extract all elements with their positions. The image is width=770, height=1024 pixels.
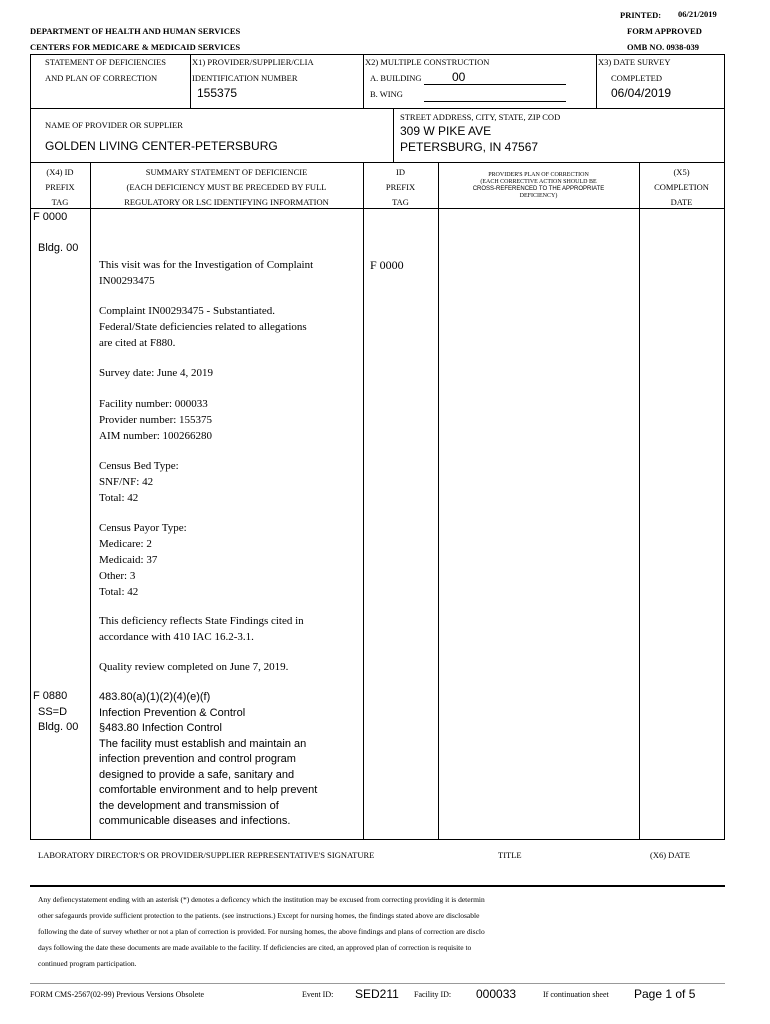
- date-label: (X6) DATE: [650, 850, 690, 860]
- text-line: Infection Prevention & Control: [99, 706, 246, 719]
- text-line: Survey date: June 4, 2019: [99, 367, 213, 379]
- id-header-2: PREFIX: [385, 182, 416, 192]
- text-line: Quality review completed on June 7, 2019.: [99, 661, 289, 673]
- summary-header-2: (EACH DEFICIENCY MUST BE PRECEDED BY FULL: [126, 182, 327, 192]
- x4-header-1: (X4) ID: [46, 167, 74, 177]
- summary-header-3: REGULATORY OR LSC IDENTIFYING INFORMATION: [124, 197, 329, 207]
- address-line-2: PETERSBURG, IN 47567: [400, 140, 539, 154]
- text-line: IN00293475: [99, 275, 155, 287]
- multiple-construction-label: X2) MULTIPLE CONSTRUCTION: [365, 57, 490, 67]
- x4-header-3: TAG: [51, 197, 69, 207]
- text-line: Medicare: 2: [99, 538, 152, 550]
- text-line: are cited at F880.: [99, 337, 176, 349]
- x5-header-3: DATE: [670, 197, 693, 207]
- text-line: Provider number: 155375: [99, 414, 213, 426]
- text-line: infection prevention and control program: [99, 753, 296, 765]
- department-title: DEPARTMENT OF HEALTH AND HUMAN SERVICES: [30, 26, 241, 36]
- tag-f0000: F 0000: [33, 211, 68, 223]
- building-value: 00: [452, 70, 466, 84]
- printed-label: PRINTED:: [620, 10, 662, 20]
- id-header-3: TAG: [392, 197, 409, 207]
- paragraph-census-bed: [99, 458, 349, 506]
- tag-f0880-block: [33, 689, 78, 736]
- event-id-value: SED211: [355, 987, 399, 1001]
- text-line: Facility number: 000033: [99, 398, 208, 410]
- plan-header-1: PROVIDER'S PLAN OF CORRECTION: [488, 172, 589, 178]
- disclaimer-line: other safegaurds provide sufficient protection to the patients. (see instructions.) Except for nursing homes, the findings stated above are disclosable: [38, 911, 480, 920]
- provider-name-label: NAME OF PROVIDER OR SUPPLIER: [45, 120, 183, 130]
- paragraph-complaint: [99, 303, 349, 351]
- text-line: communicable diseases and infections.: [99, 815, 291, 827]
- text-line: AIM number: 100266280: [99, 430, 213, 442]
- signature-label: LABORATORY DIRECTOR'S OR PROVIDER/SUPPLIER REPRESENTATIVE'S SIGNATURE: [38, 850, 375, 860]
- disclaimer-line: days following the date these documents are made available to the facility. If deficiencies are cited, an approved plan of correction is requisite to: [38, 943, 472, 952]
- date-survey-label-1: X3) DATE SURVEY: [598, 57, 671, 67]
- text-line: 483.80(a)(1)(2)(4)(e)(f): [99, 691, 211, 703]
- text-line: comfortable environment and to help prevent: [99, 784, 318, 796]
- text-line: SNF/NF: 42: [99, 476, 154, 488]
- statement-label-2: AND PLAN OF CORRECTION: [45, 73, 158, 83]
- paragraph-census-payor: [99, 520, 349, 600]
- text-line: Total: 42: [99, 586, 139, 598]
- building-label: A. BUILDING: [370, 73, 422, 83]
- paragraph-facility: [99, 396, 349, 444]
- paragraph-quality-review: [99, 659, 349, 675]
- date-survey-value: 06/04/2019: [611, 86, 672, 100]
- paragraph-state-findings: [99, 613, 349, 645]
- text-line: Complaint IN00293475 - Substantiated.: [99, 305, 275, 317]
- printed-date: 06/21/2019: [678, 9, 717, 19]
- prefix-f0000: F 0000: [370, 258, 404, 272]
- form-approved: FORM APPROVED: [627, 26, 702, 36]
- x4-header-2: PREFIX: [45, 182, 75, 192]
- x5-header-1: (X5): [673, 167, 690, 177]
- text-line: designed to provide a safe, sanitary and: [99, 768, 295, 781]
- plan-header-4: DEFICIENCY): [519, 193, 558, 199]
- omb-number: OMB NO. 0938-039: [627, 42, 700, 52]
- form-number: FORM CMS-2567(02-99) Previous Versions Obsolete: [30, 990, 205, 999]
- tag-f0880: F 0880: [33, 690, 68, 702]
- provider-name: GOLDEN LIVING CENTER-PETERSBURG: [45, 139, 278, 153]
- text-line: This visit was for the Investigation of Complaint: [99, 259, 314, 271]
- paragraph-intro: [99, 257, 349, 289]
- title-label: TITLE: [498, 850, 522, 860]
- text-line: This deficiency reflects State Findings cited in: [99, 615, 304, 627]
- event-id-label: Event ID:: [302, 990, 334, 999]
- disclaimer-line: following the date of survey whether or not a plan of correction is provided. For nursing homes, the above findings and plans of correction are disclo: [38, 927, 485, 936]
- text-line: The facility must establish and maintain an: [99, 737, 307, 750]
- bldg-00: Bldg. 00: [38, 242, 79, 254]
- disclaimer-line: continued program participation.: [38, 959, 137, 968]
- centers-title: CENTERS FOR MEDICARE & MEDICAID SERVICES: [30, 42, 241, 52]
- text-line: Federal/State deficiencies related to allegations: [99, 321, 307, 333]
- facility-id-label: Facility ID:: [414, 990, 452, 999]
- provider-id-label-1: X1) PROVIDER/SUPPLIER/CLIA: [192, 57, 314, 67]
- date-survey-label-2: COMPLETED: [611, 73, 662, 83]
- statement-label-1: STATEMENT OF DEFICIENCIES: [45, 57, 167, 67]
- text-line: Census Bed Type:: [99, 460, 179, 472]
- provider-id-label-2: IDENTIFICATION NUMBER: [192, 73, 298, 83]
- provider-id-value: 155375: [197, 86, 238, 100]
- text-line: Medicaid: 37: [99, 554, 158, 566]
- wing-label: B. WING: [370, 89, 403, 99]
- disclaimer: [38, 892, 724, 972]
- severity-scope: SS=D: [38, 705, 68, 718]
- text-line: Other: 3: [99, 570, 136, 582]
- bldg-00-second: Bldg. 00: [38, 721, 79, 733]
- paragraph-f880: [99, 690, 349, 830]
- paragraph-survey-date: [99, 365, 349, 381]
- facility-id-value: 000033: [476, 987, 517, 1001]
- text-line: §483.80 Infection Control: [99, 722, 222, 734]
- text-line: Total: 42: [99, 492, 139, 504]
- text-line: Census Payor Type:: [99, 522, 187, 534]
- x5-header-2: COMPLETION: [654, 182, 709, 192]
- plan-header-2: (EACH CORRECTIVE ACTION SHOULD BE: [480, 179, 597, 185]
- text-line: the development and transmission of: [99, 799, 279, 812]
- plan-header-3: CROSS-REFERENCED TO THE APPROPRIATE: [472, 186, 605, 192]
- summary-header-1: SUMMARY STATEMENT OF DEFICIENCIE: [145, 167, 308, 177]
- address-label: STREET ADDRESS, CITY, STATE, ZIP COD: [400, 112, 561, 122]
- page-indicator: Page 1 of 5: [634, 987, 696, 1001]
- id-header-1: ID: [396, 167, 405, 177]
- disclaimer-line: Any defiencystatement ending with an asterisk (*) denotes a deficency which the institution may be excused from correcting providing it is determin: [38, 895, 485, 904]
- address-line-1: 309 W PIKE AVE: [400, 124, 492, 138]
- text-line: accordance with 410 IAC 16.2-3.1.: [99, 631, 254, 643]
- continuation-label: If continuation sheet: [543, 990, 609, 999]
